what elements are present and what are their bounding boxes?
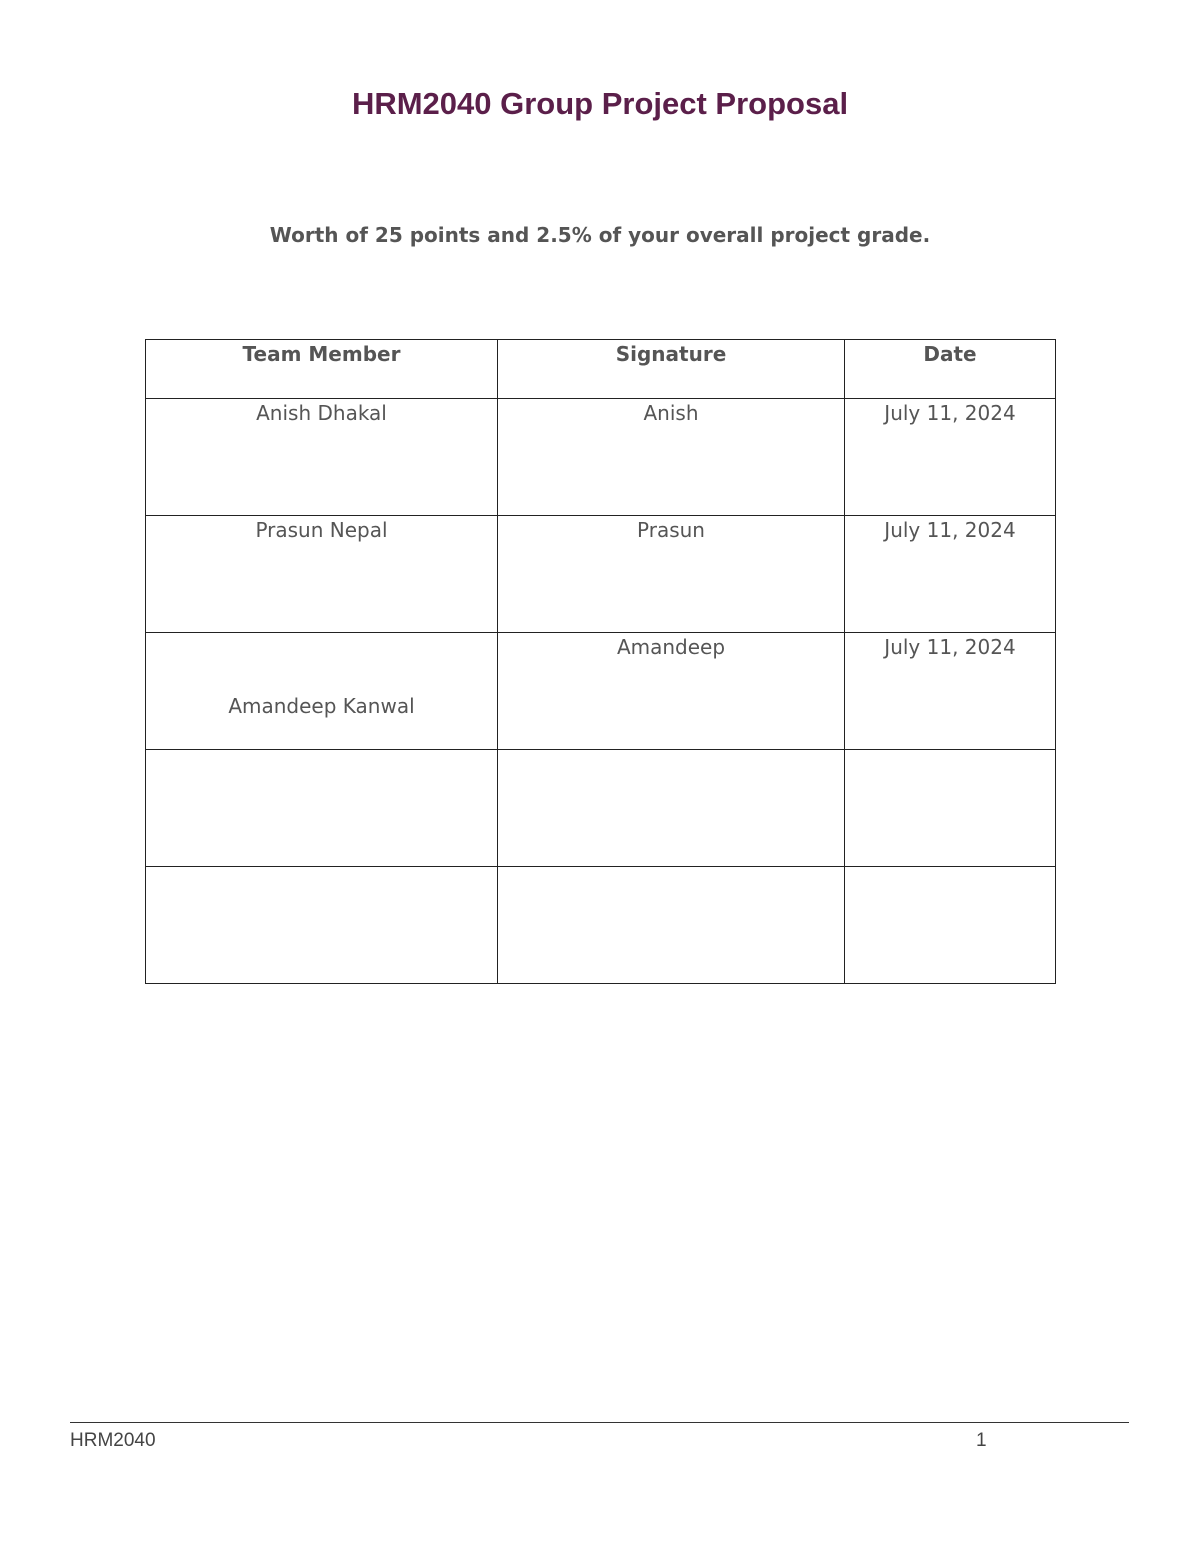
footer-divider: [70, 1422, 1129, 1423]
date-cell: [845, 867, 1056, 984]
signature-cell: [498, 867, 845, 984]
date-cell: July 11, 2024: [845, 399, 1056, 516]
team-member-cell: Anish Dhakal: [146, 399, 498, 516]
table-row: [146, 399, 1056, 516]
signature-table: [145, 339, 1056, 984]
team-member-cell: [146, 867, 498, 984]
date-cell: July 11, 2024: [845, 516, 1056, 633]
team-member-cell: Amandeep Kanwal: [228, 694, 415, 718]
team-member-cell: Prasun Nepal: [146, 516, 498, 633]
table-row: [146, 516, 1056, 633]
document-title: HRM2040 Group Project Proposal: [351, 86, 849, 121]
signature-cell: [498, 750, 845, 867]
header-team-member: Team Member: [146, 340, 498, 399]
footer-course-code: HRM2040: [70, 1430, 156, 1451]
table-row: [146, 867, 1056, 984]
signature-cell: Amandeep: [498, 633, 845, 750]
team-member-cell: [146, 750, 498, 867]
table-row: [146, 633, 1056, 750]
header-signature: Signature: [498, 340, 845, 399]
footer-page-number: 1: [976, 1430, 987, 1451]
team-member-cell-wrapper: [146, 633, 498, 750]
date-cell: [845, 750, 1056, 867]
signature-cell: Anish: [498, 399, 845, 516]
table-row: [146, 750, 1056, 867]
date-cell: July 11, 2024: [845, 633, 1056, 750]
signature-cell: Prasun: [498, 516, 845, 633]
table-header-row: [146, 340, 1056, 399]
header-date: Date: [845, 340, 1056, 399]
document-subtitle: Worth of 25 points and 2.5% of your overall project grade.: [269, 223, 931, 247]
